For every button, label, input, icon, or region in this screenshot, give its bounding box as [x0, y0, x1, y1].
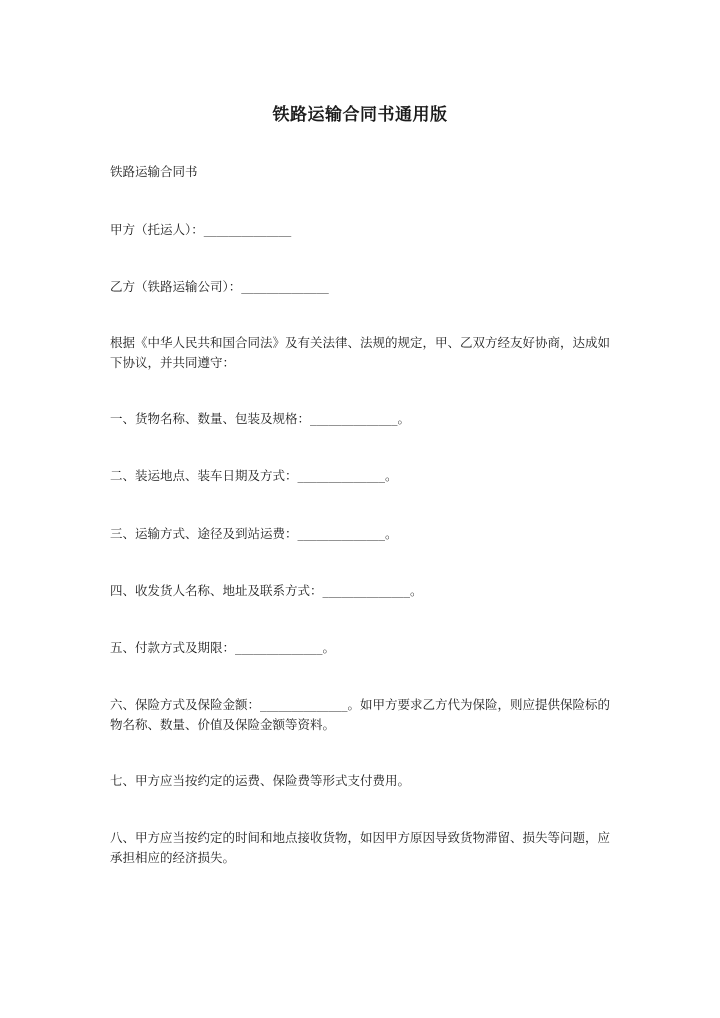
clause-1: 一、货物名称、数量、包装及规格：______________。 [110, 411, 411, 426]
party-b-line: 乙方（铁路运输公司）：______________ [110, 279, 329, 294]
clause-6: 六、保险方式及保险金额：______________。如甲方要求乙方代为保险，则应提供保险标的物名称、数量、价值及保险金额等资料。 [110, 697, 611, 732]
clause-8: 八、甲方应当按约定的时间和地点接收货物，如因甲方原因导致货物滞留、损失等问题，应承担相应的经济损失。 [110, 830, 611, 865]
clause-7: 七、甲方应当按约定的运费、保险费等形式支付费用。 [110, 773, 411, 788]
preamble-paragraph: 根据《中华人民共和国合同法》及有关法律、法规的规定，甲、乙双方经友好协商，达成如下协议，并共同遵守： [110, 335, 611, 370]
document-subtitle: 铁路运输合同书 [110, 164, 198, 179]
clause-2: 二、装运地点、装车日期及方式：______________。 [110, 468, 398, 483]
document-title: 铁路运输合同书通用版 [272, 105, 448, 125]
clause-3: 三、运输方式、途径及到站运费：______________。 [110, 526, 398, 541]
clause-5: 五、付款方式及期限：______________。 [110, 640, 336, 655]
party-a-line: 甲方（托运人）：______________ [110, 222, 292, 237]
clause-4: 四、收发货人名称、地址及联系方式：______________。 [110, 583, 423, 598]
